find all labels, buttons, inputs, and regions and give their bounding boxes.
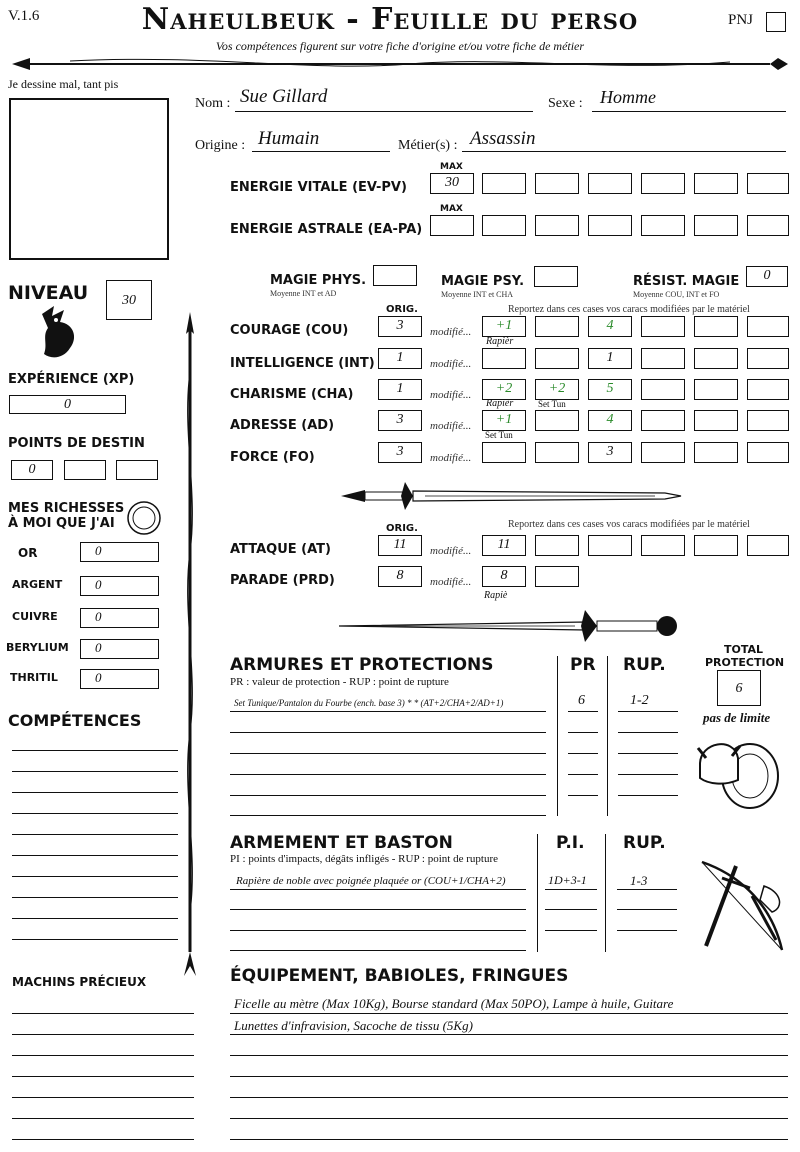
stat-cha-mod-2[interactable]: +2 bbox=[535, 379, 579, 400]
version-label: V.1.6 bbox=[8, 8, 40, 24]
ea-box-7[interactable] bbox=[747, 215, 789, 236]
weapon-rup-line-1 bbox=[617, 889, 677, 890]
stat-fo-mod-5[interactable] bbox=[694, 442, 738, 463]
combat-prd-label: PARADE (PRD) bbox=[230, 573, 335, 588]
ev-label: ENERGIE VITALE (EV-PV) bbox=[230, 180, 407, 195]
armor-rup-line-5 bbox=[618, 795, 678, 796]
nom-label: Nom : bbox=[195, 96, 231, 111]
xp-value[interactable]: 0 bbox=[9, 395, 126, 414]
stat-cou-mod-6[interactable] bbox=[747, 316, 789, 337]
wealth-cuivre-label: CUIVRE bbox=[12, 610, 58, 623]
ev-box-4[interactable] bbox=[588, 173, 632, 194]
stat-ad-mod-6[interactable] bbox=[747, 410, 789, 431]
origine-value[interactable]: Humain bbox=[258, 128, 320, 149]
stat-int-modified-label: modifié... bbox=[430, 358, 472, 370]
wealth-or-value[interactable]: 0 bbox=[80, 542, 159, 562]
armor-row-line-6 bbox=[230, 815, 546, 816]
stat-cha-orig[interactable]: 1 bbox=[378, 379, 422, 400]
combat-prd-mod-1-note: Rapiè bbox=[484, 590, 508, 601]
stat-ad-modified-label: modifié... bbox=[430, 420, 472, 432]
sheet-subtitle: Vos compétences figurent sur votre fiche d'origine et/ou votre fiche de métier bbox=[215, 39, 585, 53]
stat-cha-label: CHARISME (CHA) bbox=[230, 387, 354, 402]
stat-cha-modified-label: modifié... bbox=[430, 389, 472, 401]
xp-label: EXPÉRIENCE (XP) bbox=[8, 372, 135, 387]
weapon-row-line-4 bbox=[230, 950, 526, 951]
armor-rup-line-3 bbox=[618, 753, 678, 754]
origine-underline bbox=[252, 151, 390, 152]
stat-cou-mod-1-note: Rapièr bbox=[486, 336, 514, 347]
stat-cou-mod-5[interactable] bbox=[694, 316, 738, 337]
weapons-divider-2 bbox=[605, 834, 606, 952]
weapons-note: PI : points d'impacts, dégâts infligés - RUP : point de rupture bbox=[230, 853, 498, 865]
combat-prd-orig[interactable]: 8 bbox=[378, 566, 422, 587]
combat-at-orig[interactable]: 11 bbox=[378, 535, 422, 556]
sword-decoration-bottom bbox=[335, 606, 685, 646]
armor-row-line-2 bbox=[230, 732, 546, 733]
combat-at-mod-5[interactable] bbox=[694, 535, 738, 556]
combat-at-mod-1[interactable]: 11 bbox=[482, 535, 526, 556]
precious-label: MACHINS PRÉCIEUX bbox=[12, 975, 147, 989]
armor-item-name[interactable]: Set Tunique/Pantalon du Fourbe (ench. base 3) * * (AT+2/CHA+2/AD+1) bbox=[234, 698, 504, 708]
nom-underline bbox=[235, 111, 533, 112]
combat-prd-mod-2[interactable] bbox=[535, 566, 579, 587]
metier-value[interactable]: Assassin bbox=[470, 128, 536, 149]
weapon-item-pi[interactable]: 1D+3-1 bbox=[548, 873, 587, 887]
armor-divider-2 bbox=[607, 656, 608, 816]
ev-max-value[interactable]: 30 bbox=[430, 173, 474, 194]
armor-pr-line-5 bbox=[568, 795, 598, 796]
ev-max-label: MAX bbox=[440, 162, 463, 172]
competence-line-6[interactable] bbox=[12, 855, 178, 856]
stat-cha-mod-3[interactable]: 5 bbox=[588, 379, 632, 400]
sexe-underline bbox=[592, 111, 786, 112]
stat-cou-label: COURAGE (COU) bbox=[230, 323, 349, 338]
stat-cha-mod-1-note: Rapièr bbox=[486, 398, 514, 409]
combat-prd-mod-1[interactable]: 8 bbox=[482, 566, 526, 587]
armor-note: PR : valeur de protection - RUP : point de rupture bbox=[230, 676, 449, 688]
competence-line-5[interactable] bbox=[12, 834, 178, 835]
portrait-box[interactable] bbox=[9, 98, 169, 260]
destiny-label: POINTS DE DESTIN bbox=[8, 436, 145, 451]
precious-line-5[interactable] bbox=[12, 1097, 194, 1098]
destiny-box-1[interactable]: 0 bbox=[11, 460, 53, 480]
pnj-label: PNJ bbox=[728, 12, 754, 28]
weapons-rup-header: RUP. bbox=[623, 833, 666, 853]
precious-line-3[interactable] bbox=[12, 1055, 194, 1056]
stat-fo-orig[interactable]: 3 bbox=[378, 442, 422, 463]
magic-psy-value[interactable] bbox=[534, 266, 578, 287]
combat-at-modified-label: modifié... bbox=[430, 545, 472, 557]
stat-fo-mod-3[interactable]: 3 bbox=[588, 442, 632, 463]
competence-line-9[interactable] bbox=[12, 918, 178, 919]
stat-int-mod-6[interactable] bbox=[747, 348, 789, 369]
magic-psy-label: MAGIE PSY. bbox=[441, 274, 525, 289]
competence-line-4[interactable] bbox=[12, 813, 178, 814]
precious-line-2[interactable] bbox=[12, 1034, 194, 1035]
resist-magic-value[interactable]: 0 bbox=[746, 266, 788, 287]
weapon-item-rup[interactable]: 1-3 bbox=[630, 873, 648, 888]
weapon-pi-line-3 bbox=[545, 930, 597, 931]
weapon-item-name[interactable]: Rapière de noble avec poignée plaquée or (COU+1/CHA+2) bbox=[236, 875, 506, 887]
wealth-argent-value[interactable]: 0 bbox=[80, 576, 159, 596]
wealth-label-1: MES RICHESSES bbox=[8, 501, 125, 516]
stat-int-mod-2[interactable] bbox=[535, 348, 579, 369]
stat-ad-mod-2[interactable] bbox=[535, 410, 579, 431]
equipment-line-1 bbox=[230, 1013, 788, 1014]
protection-limit-note: pas de limite bbox=[703, 710, 771, 725]
wealth-berylium-label: BERYLIUM bbox=[6, 641, 69, 654]
sexe-value[interactable]: Homme bbox=[600, 87, 656, 107]
equipment-line-2-text[interactable]: Lunettes d'infravision, Sacoche de tissu (5Kg) bbox=[234, 1018, 473, 1033]
armor-rup-line-2 bbox=[618, 732, 678, 733]
resist-magic-note: Moyenne COU, INT et FO bbox=[633, 290, 720, 299]
stat-ad-mod-4[interactable] bbox=[641, 410, 685, 431]
combat-at-mod-3[interactable] bbox=[588, 535, 632, 556]
stat-ad-mod-1-note: Set Tun bbox=[485, 430, 513, 440]
equipment-line-1-text[interactable]: Ficelle au mètre (Max 10Kg), Bourse standard (Max 50PO), Lampe à huile, Guitare bbox=[234, 996, 674, 1011]
sword-decoration-top bbox=[335, 478, 685, 514]
ev-box-3[interactable] bbox=[535, 173, 579, 194]
combat-prd-modified-label: modifié... bbox=[430, 576, 472, 588]
ea-box-4[interactable] bbox=[588, 215, 632, 236]
equipment-line-3 bbox=[230, 1055, 788, 1056]
magic-psy-note: Moyenne INT et CHA bbox=[441, 290, 514, 299]
stat-ad-mod-5[interactable] bbox=[694, 410, 738, 431]
competence-line-1[interactable] bbox=[12, 750, 178, 751]
stat-cou-orig[interactable]: 3 bbox=[378, 316, 422, 337]
magic-phys-label: MAGIE PHYS. bbox=[270, 273, 367, 288]
ea-max-value[interactable] bbox=[430, 215, 474, 236]
weapons-pi-header: P.I. bbox=[556, 833, 585, 853]
armor-row-line-3 bbox=[230, 753, 546, 754]
stat-cha-mod-1[interactable]: +2 bbox=[482, 379, 526, 400]
weapon-rup-line-2 bbox=[617, 909, 677, 910]
combat-at-mod-4[interactable] bbox=[641, 535, 685, 556]
destiny-box-3[interactable] bbox=[116, 460, 158, 480]
weapons-icon bbox=[692, 856, 788, 956]
stat-cou-mod-2[interactable] bbox=[535, 316, 579, 337]
magic-phys-note: Moyenne INT et AD bbox=[270, 289, 337, 298]
stat-int-orig[interactable]: 1 bbox=[378, 348, 422, 369]
armor-rup-line-4 bbox=[618, 774, 678, 775]
wealth-label-2: À MOI QUE J'AI bbox=[8, 516, 115, 531]
spear-decoration bbox=[180, 312, 200, 976]
ea-label: ENERGIE ASTRALE (EA-PA) bbox=[230, 222, 423, 237]
helmet-shield-icon bbox=[694, 728, 784, 812]
armor-pr-line-2 bbox=[568, 732, 598, 733]
total-protection-label-1: TOTAL bbox=[724, 643, 764, 656]
equipment-line-4 bbox=[230, 1076, 788, 1077]
armor-row-line-5 bbox=[230, 795, 546, 796]
stat-fo-mod-2[interactable] bbox=[535, 442, 579, 463]
stats-report-note: Reportez dans ces cases vos caracs modifiées par le matériel bbox=[508, 304, 750, 315]
ea-box-6[interactable] bbox=[694, 215, 738, 236]
combat-at-mod-2[interactable] bbox=[535, 535, 579, 556]
combat-report-note: Reportez dans ces cases vos caracs modifiées par le matériel bbox=[508, 519, 750, 530]
combat-at-mod-6[interactable] bbox=[747, 535, 789, 556]
stat-cha-mod-4[interactable] bbox=[641, 379, 685, 400]
level-value[interactable]: 30 bbox=[106, 280, 152, 320]
equipment-line-7 bbox=[230, 1139, 788, 1140]
stat-cha-mod-6[interactable] bbox=[747, 379, 789, 400]
wealth-cuivre-value[interactable]: 0 bbox=[80, 608, 159, 628]
header-spear-decoration bbox=[10, 52, 790, 76]
weapons-divider-1 bbox=[537, 834, 538, 952]
competence-line-10[interactable] bbox=[12, 939, 178, 940]
ev-box-7[interactable] bbox=[747, 173, 789, 194]
precious-line-1[interactable] bbox=[12, 1013, 194, 1014]
destiny-box-2[interactable] bbox=[64, 460, 106, 480]
ea-max-label: MAX bbox=[440, 204, 463, 214]
stat-cha-mod-5[interactable] bbox=[694, 379, 738, 400]
ea-box-5[interactable] bbox=[641, 215, 685, 236]
metier-label: Métier(s) : bbox=[398, 138, 458, 153]
stat-int-label: INTELLIGENCE (INT) bbox=[230, 356, 375, 371]
precious-line-7[interactable] bbox=[12, 1139, 194, 1140]
ea-box-2[interactable] bbox=[482, 215, 526, 236]
total-protection-label-2: PROTECTION bbox=[705, 656, 785, 669]
combat-orig-label: ORIG. bbox=[386, 523, 418, 534]
competence-line-3[interactable] bbox=[12, 792, 178, 793]
wealth-thritil-label: THRITIL bbox=[10, 671, 58, 684]
total-protection-value[interactable]: 6 bbox=[717, 670, 761, 706]
stat-ad-mod-3[interactable]: 4 bbox=[588, 410, 632, 431]
stat-cou-mod-4[interactable] bbox=[641, 316, 685, 337]
armor-item-rup[interactable]: 1-2 bbox=[630, 693, 649, 708]
wealth-or-label: OR bbox=[18, 546, 38, 560]
stat-int-mod-1[interactable] bbox=[482, 348, 526, 369]
pnj-checkbox[interactable] bbox=[766, 12, 786, 32]
equipment-line-2 bbox=[230, 1034, 788, 1035]
equipment-title: ÉQUIPEMENT, BABIOLES, FRINGUES bbox=[230, 966, 569, 986]
armor-divider-1 bbox=[557, 656, 558, 816]
sheet-title: Naheulbeuk - Feuille du perso bbox=[141, 2, 639, 37]
armor-pr-header: PR bbox=[570, 655, 596, 675]
origine-label: Origine : bbox=[195, 138, 246, 153]
stat-fo-modified-label: modifié... bbox=[430, 452, 472, 464]
wealth-argent-label: ARGENT bbox=[12, 578, 63, 591]
level-label: NIVEAU bbox=[8, 282, 89, 304]
weapon-pi-line-2 bbox=[545, 909, 597, 910]
stat-cha-mod-2-note: Set Tun bbox=[538, 399, 566, 409]
precious-line-4[interactable] bbox=[12, 1076, 194, 1077]
coin-icon bbox=[126, 500, 162, 536]
dragon-icon bbox=[34, 304, 82, 364]
competence-line-2[interactable] bbox=[12, 771, 178, 772]
precious-line-6[interactable] bbox=[12, 1118, 194, 1119]
stat-int-mod-5[interactable] bbox=[694, 348, 738, 369]
weapons-title: ARMEMENT ET BASTON bbox=[230, 833, 453, 853]
armor-item-pr[interactable]: 6 bbox=[578, 693, 585, 708]
stat-ad-label: ADRESSE (AD) bbox=[230, 418, 335, 433]
armor-pr-line-4 bbox=[568, 774, 598, 775]
competences-label: COMPÉTENCES bbox=[8, 711, 142, 730]
magic-phys-value[interactable] bbox=[373, 265, 417, 286]
stat-fo-label: FORCE (FO) bbox=[230, 450, 315, 465]
wealth-thritil-value[interactable]: 0 bbox=[80, 669, 159, 689]
stat-cou-mod-1[interactable]: +1 bbox=[482, 316, 526, 337]
stats-orig-label: ORIG. bbox=[386, 304, 418, 315]
weapon-pi-line-1 bbox=[545, 889, 597, 890]
stat-fo-mod-6[interactable] bbox=[747, 442, 789, 463]
competence-line-7[interactable] bbox=[12, 876, 178, 877]
competence-line-8[interactable] bbox=[12, 897, 178, 898]
armor-row-line-1 bbox=[230, 711, 546, 712]
equipment-line-6 bbox=[230, 1118, 788, 1119]
weapon-rup-line-3 bbox=[617, 930, 677, 931]
weapon-row-line-2 bbox=[230, 909, 526, 910]
stat-cou-modified-label: modifié... bbox=[430, 326, 472, 338]
stat-fo-mod-1[interactable] bbox=[482, 442, 526, 463]
armor-row-line-4 bbox=[230, 774, 546, 775]
portrait-caption: Je dessine mal, tant pis bbox=[8, 77, 119, 91]
ea-box-3[interactable] bbox=[535, 215, 579, 236]
resist-magic-label: RÉSIST. MAGIE bbox=[633, 274, 740, 289]
stat-cou-mod-3[interactable]: 4 bbox=[588, 316, 632, 337]
stat-ad-mod-1[interactable]: +1 bbox=[482, 410, 526, 431]
stat-ad-orig[interactable]: 3 bbox=[378, 410, 422, 431]
equipment-line-5 bbox=[230, 1097, 788, 1098]
sexe-label: Sexe : bbox=[548, 96, 583, 111]
weapon-row-line-3 bbox=[230, 930, 526, 931]
armor-rup-line-1 bbox=[618, 711, 678, 712]
weapon-row-line-1 bbox=[230, 889, 526, 890]
stat-int-mod-4[interactable] bbox=[641, 348, 685, 369]
ev-box-5[interactable] bbox=[641, 173, 685, 194]
stat-fo-mod-4[interactable] bbox=[641, 442, 685, 463]
metier-underline bbox=[462, 151, 786, 152]
armor-pr-line-1 bbox=[568, 711, 598, 712]
ev-box-6[interactable] bbox=[694, 173, 738, 194]
armor-pr-line-3 bbox=[568, 753, 598, 754]
stat-int-mod-3[interactable]: 1 bbox=[588, 348, 632, 369]
combat-at-label: ATTAQUE (AT) bbox=[230, 542, 331, 557]
armor-title: ARMURES ET PROTECTIONS bbox=[230, 655, 494, 675]
ev-box-2[interactable] bbox=[482, 173, 526, 194]
armor-rup-header: RUP. bbox=[623, 655, 666, 675]
nom-value[interactable]: Sue Gillard bbox=[240, 86, 328, 107]
wealth-berylium-value[interactable]: 0 bbox=[80, 639, 159, 659]
